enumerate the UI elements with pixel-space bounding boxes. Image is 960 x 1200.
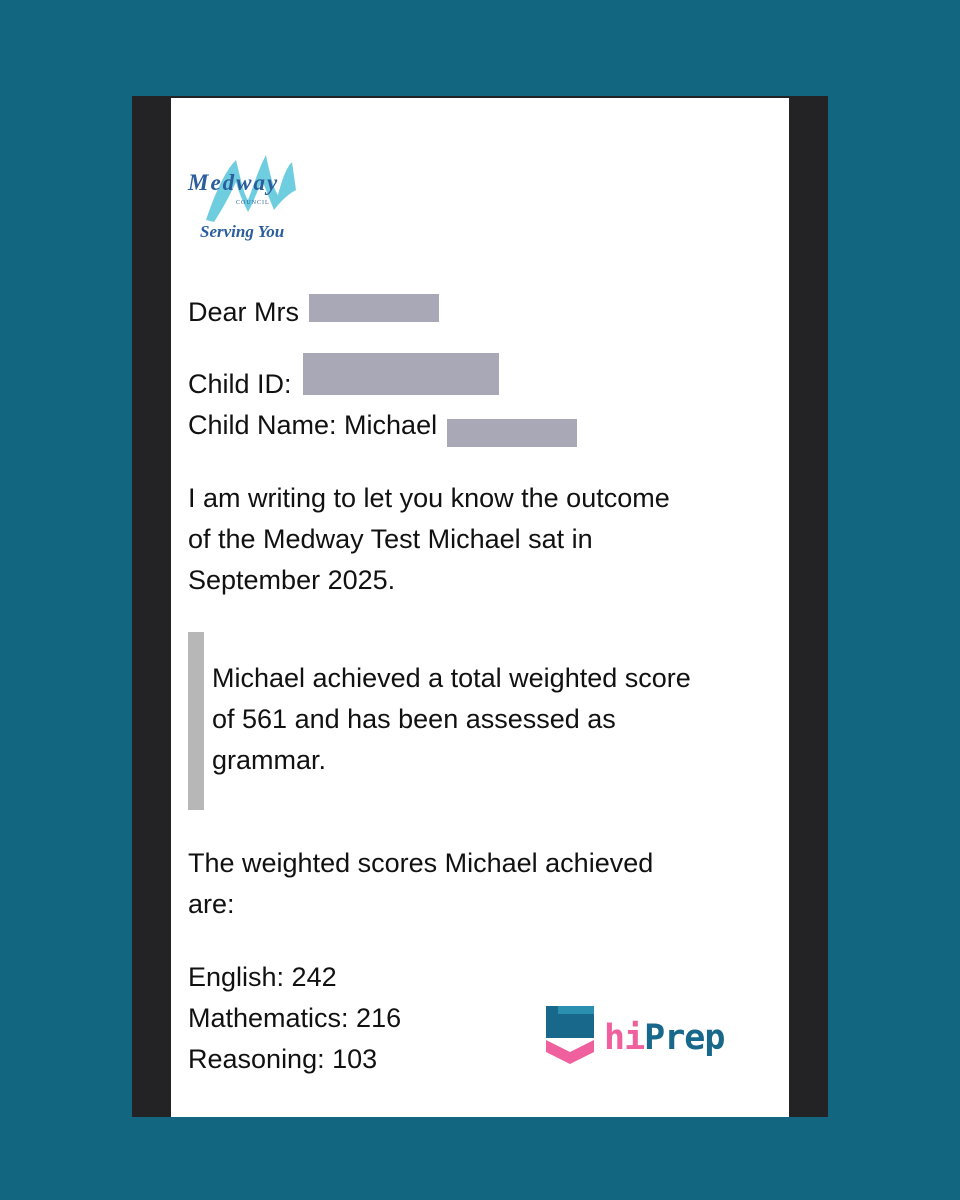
logo-wordmark: Medway (188, 170, 280, 195)
intro-line: of the Medway Test Michael sat in (188, 524, 593, 554)
intro-paragraph (188, 478, 670, 601)
highlight-line: of 561 and has been assessed as (212, 704, 616, 734)
hiprep-watermark (544, 1004, 744, 1068)
intro-line: I am writing to let you know the outcome (188, 483, 670, 513)
book-logo-icon (544, 1004, 600, 1068)
salutation-line (188, 292, 439, 333)
scores-intro (188, 843, 653, 925)
redacted-surname (309, 294, 439, 322)
child-id-line (188, 364, 499, 405)
salutation: Dear Mrs (188, 297, 300, 327)
logo-slogan: Serving You (200, 222, 285, 241)
logo-council-text: COUNCIL (236, 200, 270, 206)
highlight-line: grammar. (212, 745, 327, 775)
child-id-label: Child ID: (188, 369, 292, 399)
scores-intro-line: are: (188, 889, 235, 919)
result-highlight (212, 658, 691, 781)
intro-line: September 2025. (188, 565, 396, 595)
highlight-line: Michael achieved a total weighted score (212, 663, 691, 693)
scores-list (188, 957, 401, 1080)
score-reasoning: Reasoning: 103 (188, 1044, 378, 1074)
child-name-line (188, 405, 577, 447)
child-name-label: Child Name: Michael (188, 410, 438, 440)
brand-wordmark (604, 1018, 724, 1058)
score-english: English: 242 (188, 962, 337, 992)
redacted-child-id (303, 353, 499, 395)
blockquote-bar (188, 632, 204, 810)
brand-suffix: Prep (644, 1018, 725, 1058)
scores-intro-line: The weighted scores Michael achieved (188, 848, 654, 878)
redacted-child-surname (447, 419, 577, 447)
medway-council-logo (186, 150, 336, 250)
score-mathematics: Mathematics: 216 (188, 1003, 402, 1033)
brand-prefix: hi (604, 1018, 645, 1058)
